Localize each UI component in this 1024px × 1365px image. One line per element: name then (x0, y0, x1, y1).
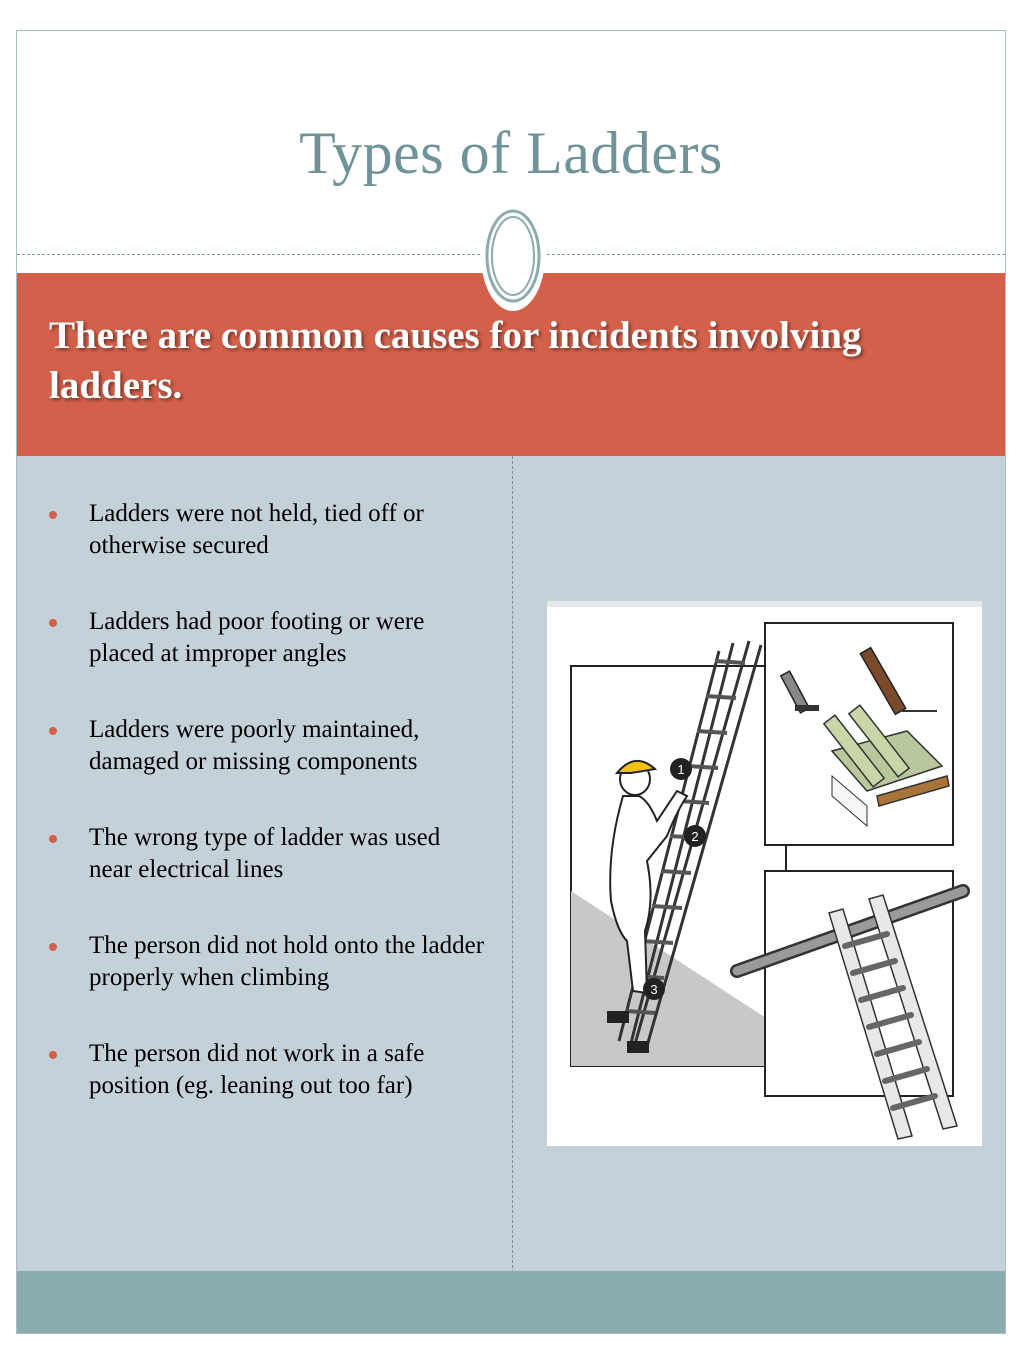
marker-3-icon (643, 978, 665, 1000)
slide (16, 30, 1006, 1334)
bullet-text: The wrong type of ladder was used near electrical lines (89, 824, 441, 883)
bullet-dot-icon (49, 835, 57, 843)
bullet-item (47, 930, 487, 994)
bullet-item (47, 606, 487, 670)
marker-2-icon (684, 825, 706, 847)
bullet-dot-icon (49, 619, 57, 627)
svg-text:1: 1 (677, 762, 685, 777)
footer-band (17, 1271, 1005, 1333)
bullet-list (47, 498, 487, 1146)
bullet-dot-icon (49, 511, 57, 519)
bullet-text: Ladders had poor footing or were placed at improper angles (89, 608, 425, 667)
column-divider (512, 456, 513, 1273)
marker-1-icon (670, 758, 692, 780)
bullet-item (47, 714, 487, 778)
content-area (17, 456, 1005, 1273)
bullet-dot-icon (49, 727, 57, 735)
bullet-text: Ladders were poorly maintained, damaged or missing components (89, 716, 420, 775)
bullet-item (47, 498, 487, 562)
slide-subtitle: There are common causes for incidents involving ladders. (49, 314, 862, 407)
bullet-dot-icon (49, 943, 57, 951)
slide-title: Types of Ladders (299, 120, 723, 186)
svg-text:2: 2 (691, 829, 699, 844)
svg-text:3: 3 (650, 982, 658, 997)
bullet-text: The person did not work in a safe position (eg. leaning out too far) (89, 1040, 425, 1099)
bullet-item (47, 1038, 487, 1102)
bullet-item (47, 822, 487, 886)
bullet-dot-icon (49, 1051, 57, 1059)
bullet-text: Ladders were not held, tied off or otherwise secured (89, 500, 424, 559)
ladder-illustration (547, 601, 982, 1146)
bullet-text: The person did not hold onto the ladder properly when climbing (89, 932, 485, 991)
oval-ornament-icon (480, 199, 546, 313)
